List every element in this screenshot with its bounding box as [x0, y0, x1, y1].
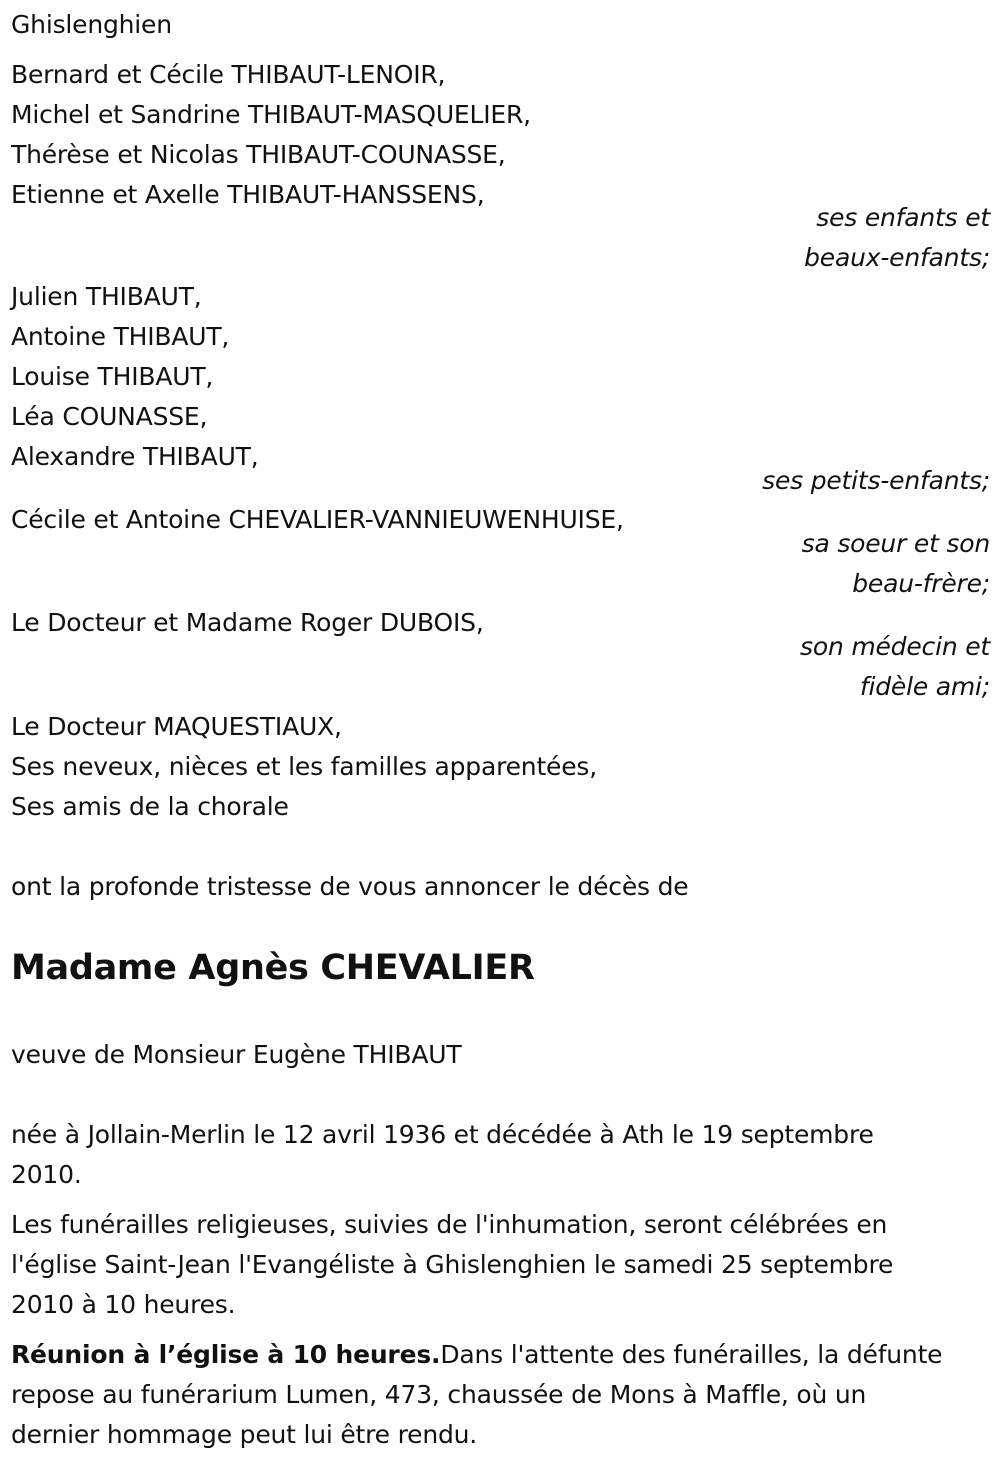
location: Ghislenghien: [11, 10, 172, 39]
family-line: Julien THIBAUT,: [11, 282, 202, 311]
paragraph-line: Les funérailles religieuses, suivies de l'inhumation, seront célébrées en: [11, 1210, 888, 1239]
family-line: Le Docteur MAQUESTIAUX,: [11, 712, 342, 741]
relation-label: son médecin et: [800, 632, 990, 661]
deceased-name: Madame Agnès CHEVALIER: [11, 948, 535, 988]
family-line: Bernard et Cécile THIBAUT-LENOIR,: [11, 60, 446, 89]
family-line: Michel et Sandrine THIBAUT-MASQUELIER,: [11, 100, 531, 129]
family-line: Thérèse et Nicolas THIBAUT-COUNASSE,: [11, 140, 506, 169]
family-line: Alexandre THIBAUT,: [11, 442, 259, 471]
family-line: Ses neveux, nièces et les familles apparentées,: [11, 752, 597, 781]
family-line: Antoine THIBAUT,: [11, 322, 230, 351]
paragraph-line: [11, 1335, 942, 1375]
family-line: Etienne et Axelle THIBAUT-HANSSENS,: [11, 180, 485, 209]
widow-of-text: veuve de Monsieur Eugène THIBAUT: [11, 1040, 462, 1069]
announcement-text: ont la profonde tristesse de vous annoncer le décès de: [11, 872, 689, 901]
meeting-text: Dans l'attente des funérailles, la défunte: [440, 1340, 943, 1369]
relation-label: beaux-enfants;: [804, 243, 990, 272]
relation-label: fidèle ami;: [859, 672, 990, 701]
family-line: Louise THIBAUT,: [11, 362, 214, 391]
paragraph-line: née à Jollain-Merlin le 12 avril 1936 et décédée à Ath le 19 septembre: [11, 1120, 874, 1149]
relation-label: ses petits-enfants;: [762, 466, 990, 495]
family-line: Cécile et Antoine CHEVALIER-VANNIEUWENHUISE,: [11, 505, 624, 534]
paragraph-line: l'église Saint-Jean l'Evangéliste à Ghislenghien le samedi 25 septembre: [11, 1250, 894, 1279]
meeting-highlight: Réunion à l’église à 10 heures.: [11, 1340, 441, 1369]
paragraph-line: repose au funérarium Lumen, 473, chaussée de Mons à Maffle, où un: [11, 1380, 867, 1409]
paragraph-line: dernier hommage peut lui être rendu.: [11, 1420, 478, 1449]
relation-label: ses enfants et: [816, 203, 990, 232]
paragraph-line: 2010 à 10 heures.: [11, 1290, 236, 1319]
family-line: Ses amis de la chorale: [11, 792, 289, 821]
relation-label: beau-frère;: [852, 569, 990, 598]
family-line: Le Docteur et Madame Roger DUBOIS,: [11, 608, 484, 637]
paragraph-line: 2010.: [11, 1160, 82, 1189]
family-line: Léa COUNASSE,: [11, 402, 208, 431]
relation-label: sa soeur et son: [801, 529, 990, 558]
